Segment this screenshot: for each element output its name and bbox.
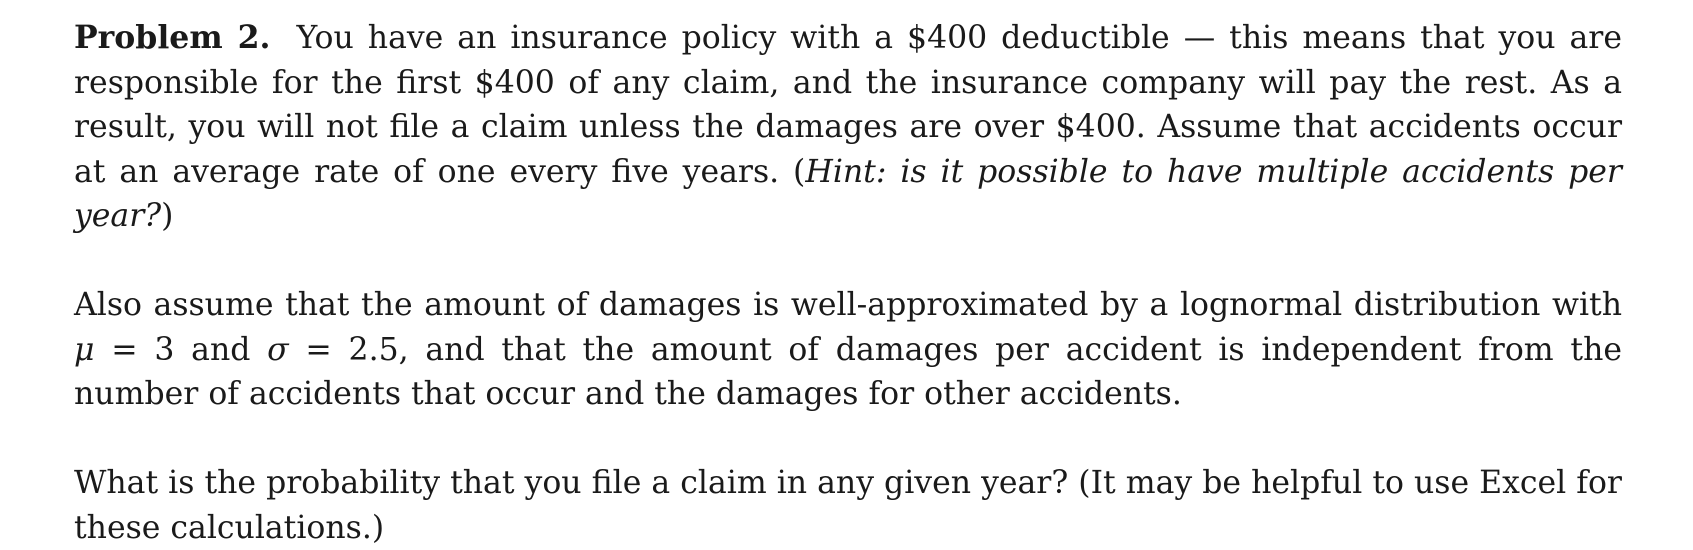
paragraph-2-rest: = 2.5, and that the amount of damages per accident is independent from the number of accidents that occur and the damages for other accidents. xyxy=(74,331,1622,412)
mu-equation: = 3 and xyxy=(94,331,268,368)
problem-statement xyxy=(74,16,1622,550)
paragraph-1 xyxy=(74,16,1622,239)
mu-symbol: μ xyxy=(74,331,95,368)
problem-label: Problem 2. xyxy=(74,19,271,56)
paragraph-3 xyxy=(74,461,1622,550)
paragraph-2 xyxy=(74,283,1622,417)
paragraph-1-text: You have an insurance policy with a $400 deductible — this means that you are responsible for the first $400 of any claim, and the insurance company will pay the rest. As a result, you will not file a claim unless the damages are over $400. Assume that accidents occur at an average rate of one every five years. xyxy=(74,20,1622,190)
question-text: What is the probability that you file a claim in any given year? (It may be helpful to use Excel for these calculations.) xyxy=(74,465,1622,546)
hint-text: Hint: is it possible to have multiple accidents per year? xyxy=(74,153,1622,234)
hint-open-paren: ( xyxy=(793,153,806,190)
paragraph-2-intro: Also assume that the amount of damages is well-approximated by a lognormal distribution with xyxy=(74,287,1622,323)
hint-close-paren: ) xyxy=(161,198,174,234)
sigma-symbol: σ xyxy=(267,331,289,368)
